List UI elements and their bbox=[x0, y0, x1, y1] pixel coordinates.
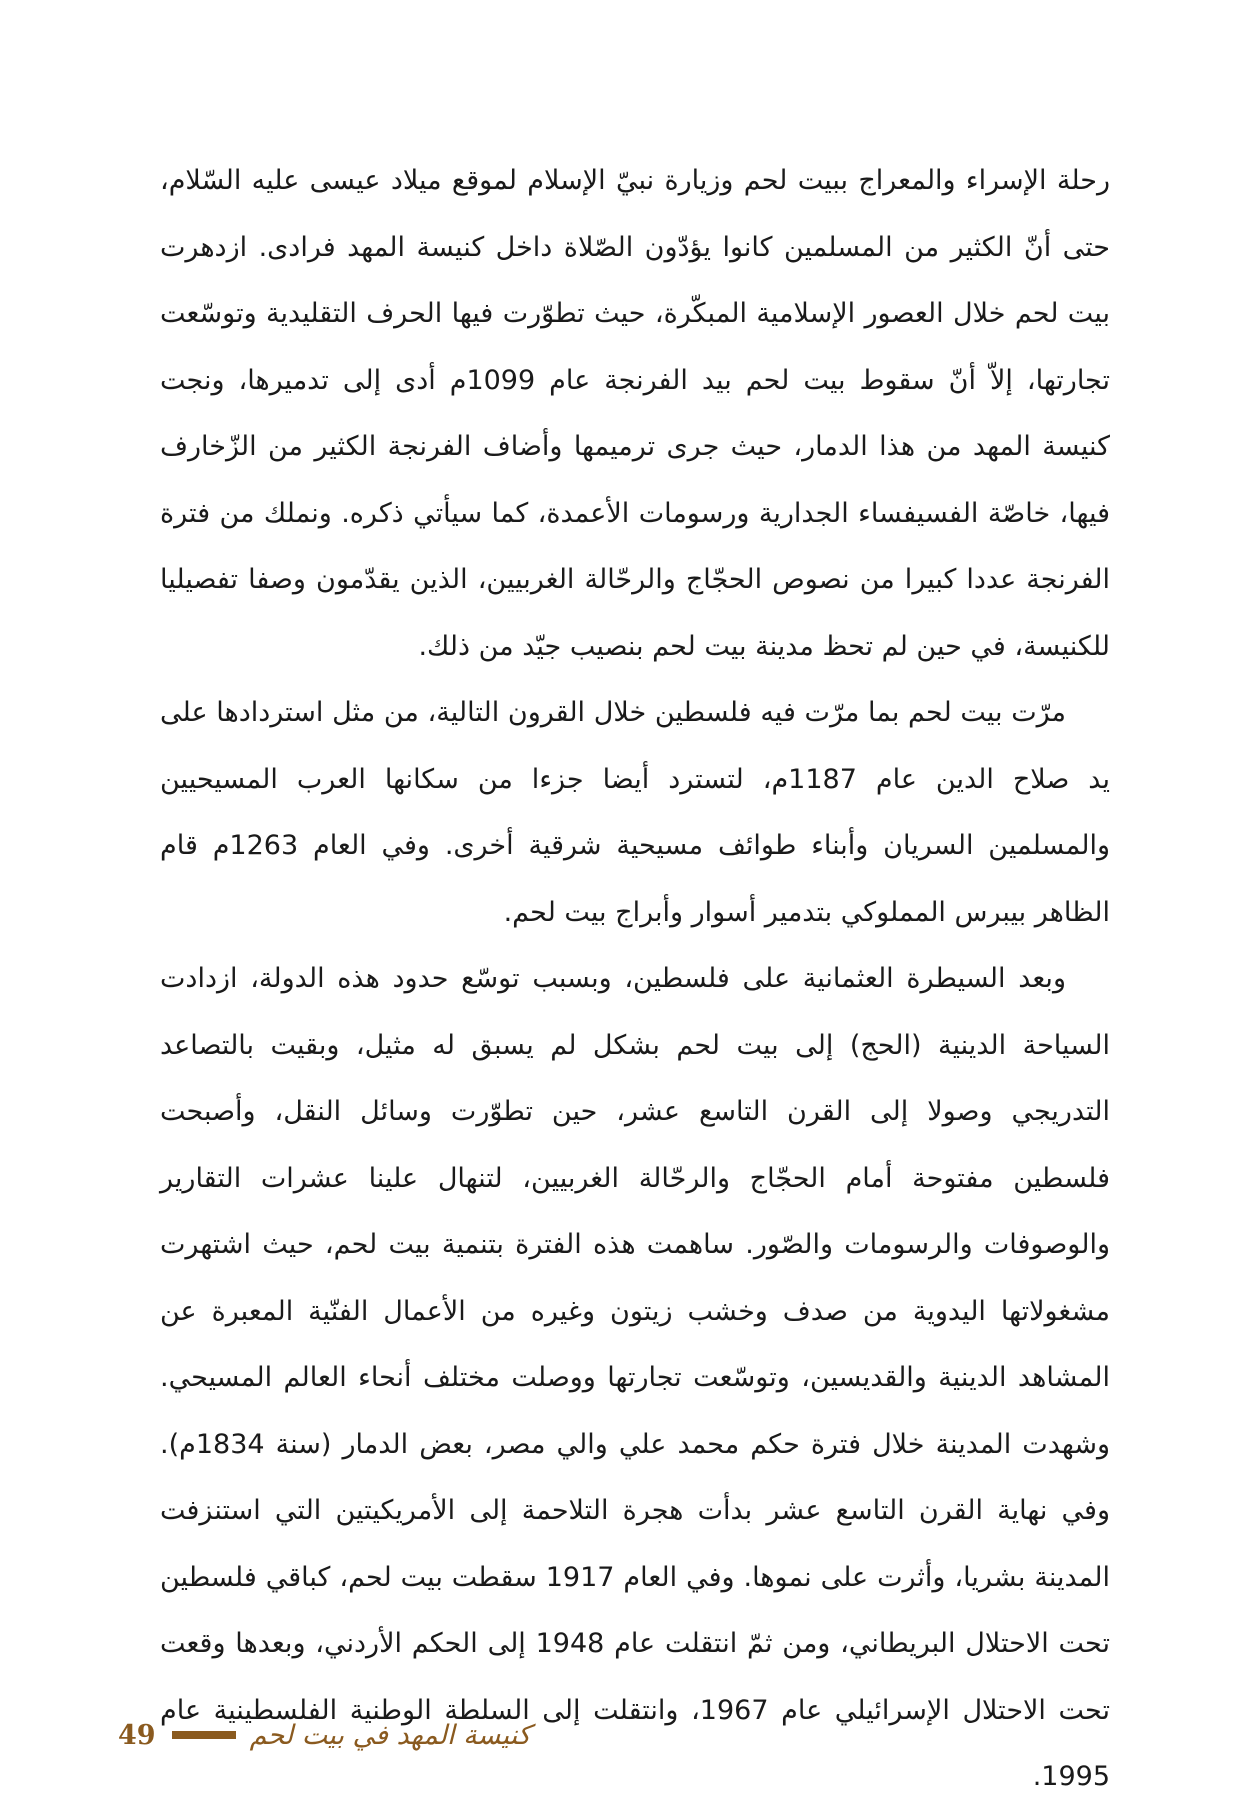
paragraph-3: وبعد السيطرة العثمانية على فلسطين، وبسبب توسّع حدود هذه الدولة، ازدادت السياحة الدينية (الحج) إلى بيت لحم بشكل لم يسبق له مثيل، وبقيت بالتصاعد التدريجي وصولا إلى القرن التاسع عشر، حين تطوّرت وسائل النقل، وأصبحت فلسطين مفتوحة أمام الحجّاج والرحّالة الغربيين، لتنهال علينا عشرات التقارير والوصوفات والرسومات والصّور. ساهمت هذه الفترة بتنمية بيت لحم، حيث اشتهرت مشغولاتها اليدوية من صدف وخشب زيتون وغيره من الأعمال الفنّية المعبرة عن المشاهد الدينية والقديسين، وتوسّعت تجارتها ووصلت مختلف أنحاء العالم المسيحي. وشهدت المدينة خلال فترة حكم محمد علي والي مصر، بعض الدمار (سنة 1834م). وفي نهاية القرن التاسع عشر بدأت هجرة التلاحمة إلى الأمريكيتين التي استنزفت المدينة بشريا، وأثرت على نموها. وفي العام 1917 سقطت بيت لحم، كباقي فلسطين تحت الاحتلال البريطاني، ومن ثمّ انتقلت عام 1948 إلى الحكم الأردني، وبعدها وقعت تحت الاحتلال الإسرائيلي عام 1967، وانتقلت إلى السلطة الوطنية الفلسطينية عام 1995. bbox=[160, 963, 1110, 1792]
paragraph-2: مرّت بيت لحم بما مرّت فيه فلسطين خلال القرون التالية، من مثل استردادها على يد صلاح الدين عام 1187م، لتسترد أيضا جزءا من سكانها العرب المسيحيين والمسلمين السريان وأبناء طوائف مسيحية شرقية أخرى. وفي العام 1263م قام الظاهر بيبرس المملوكي بتدمير أسوار وأبراج بيت لحم. bbox=[160, 697, 1111, 928]
paragraph-1: رحلة الإسراء والمعراج ببيت لحم وزيارة نبيّ الإسلام لموقع ميلاد عيسى عليه السّلام، حتى أنّ الكثير من المسلمين كانوا يؤدّون الصّلاة داخل كنيسة المهد فرادى. ازدهرت بيت لحم خلال العصور الإسلامية المبكّرة، حيث تطوّرت فيها الحرف التقليدية وتوسّعت تجارتها، إلاّ أنّ سقوط بيت لحم بيد الفرنجة عام 1099م أدى إلى تدميرها، ونجت كنيسة المهد من هذا الدمار، حيث جرى ترميمها وأضاف الفرنجة الكثير من الزّخارف فيها، خاصّة الفسيفساء الجدارية ورسومات الأعمدة، كما سيأتي ذكره. ونملك من فترة الفرنجة عددا كبيرا من نصوص الحجّاج والرحّالة الغربيين، الذين يقدّمون وصفا تفصيليا للكنيسة، في حين لم تحظ مدينة بيت لحم بنصيب جيّد من ذلك. bbox=[160, 165, 1110, 662]
page-number: 49 bbox=[118, 1719, 156, 1751]
running-title: كنيسة المهد في بيت لحم bbox=[249, 1719, 531, 1751]
page-footer bbox=[118, 1710, 531, 1760]
body-text bbox=[160, 148, 1110, 1811]
footer-rule bbox=[172, 1731, 236, 1739]
